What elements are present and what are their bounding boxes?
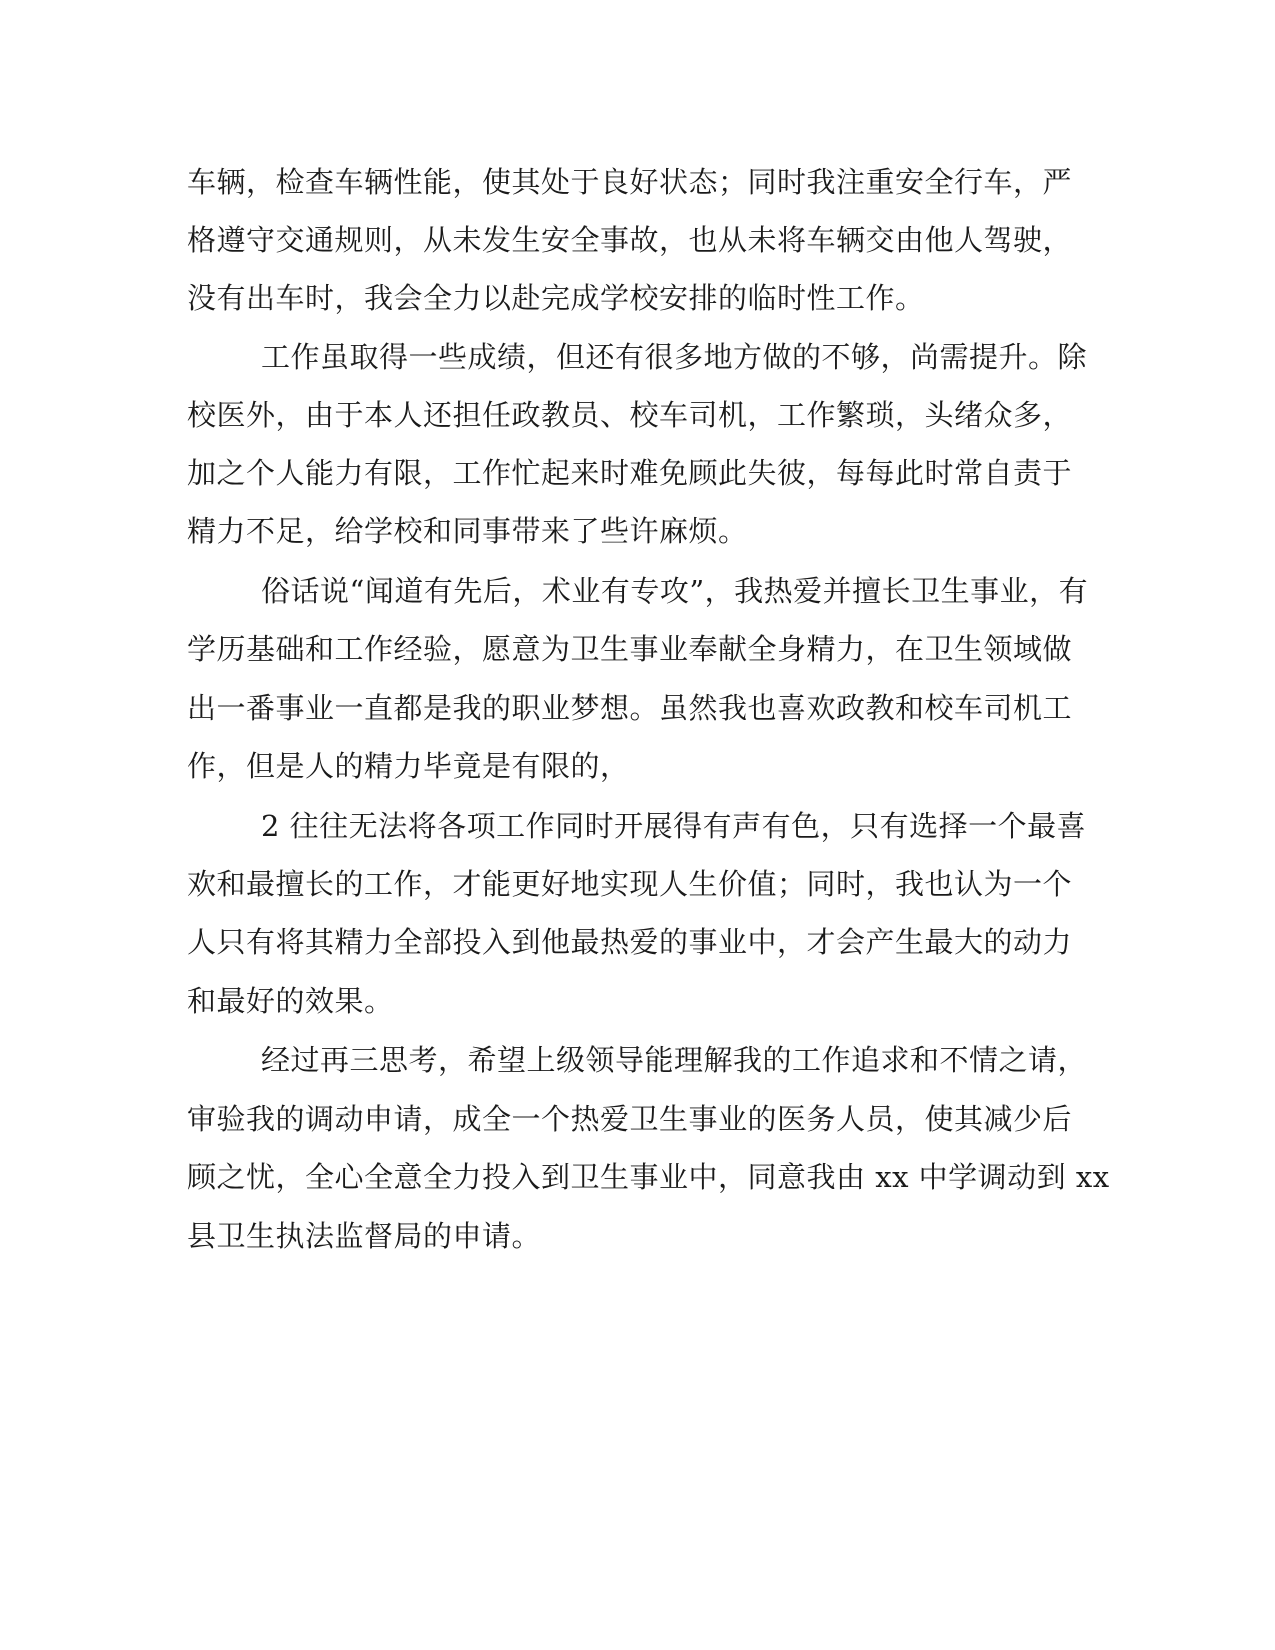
text-line: 格遵守交通规则，从未发生安全事故，也从未将车辆交由他人驾驶， xyxy=(187,223,1073,257)
paragraph-first-line: 经过再三思考，希望上级领导能理解我的工作追求和不情之请， xyxy=(261,1043,1088,1077)
text-line: 审验我的调动申请，成全一个热爱卫生事业的医务人员，使其减少后 xyxy=(187,1102,1073,1136)
paragraph-first-line: 2 往往无法将各项工作同时开展得有声有色，只有选择一个最喜 xyxy=(261,809,1087,843)
paragraph-first-line: 工作虽取得一些成绩，但还有很多地方做的不够，尚需提升。除 xyxy=(261,340,1088,374)
text-line: 出一番事业一直都是我的职业梦想。虽然我也喜欢政教和校车司机工 xyxy=(187,691,1073,725)
text-line: 加之个人能力有限，工作忙起来时难免顾此失彼，每每此时常自责于 xyxy=(187,456,1073,490)
text-line: 县卫生执法监督局的申请。 xyxy=(187,1219,542,1253)
text-line: 校医外，由于本人还担任政教员、校车司机，工作繁琐，头绪众多， xyxy=(187,398,1073,432)
text-line: 精力不足，给学校和同事带来了些许麻烦。 xyxy=(187,514,748,548)
text-line: 作，但是人的精力毕竟是有限的， xyxy=(187,749,630,783)
paragraph-first-line: 俗话说“闻道有先后，术业有专攻”，我热爱并擅长卫生事业，有 xyxy=(261,574,1089,608)
text-line: 顾之忧，全心全意全力投入到卫生事业中，同意我由 xx 中学调动到 xx xyxy=(187,1160,1110,1194)
text-line: 车辆，检查车辆性能，使其处于良好状态；同时我注重安全行车，严 xyxy=(187,165,1073,199)
text-line: 人只有将其精力全部投入到他最热爱的事业中，才会产生最大的动力 xyxy=(187,925,1073,959)
text-line: 和最好的效果。 xyxy=(187,984,394,1018)
text-line: 学历基础和工作经验，愿意为卫生事业奉献全身精力，在卫生领域做 xyxy=(187,632,1073,666)
text-line: 欢和最擅长的工作，才能更好地实现人生价值；同时，我也认为一个 xyxy=(187,867,1073,901)
text-line: 没有出车时，我会全力以赴完成学校安排的临时性工作。 xyxy=(187,281,925,315)
